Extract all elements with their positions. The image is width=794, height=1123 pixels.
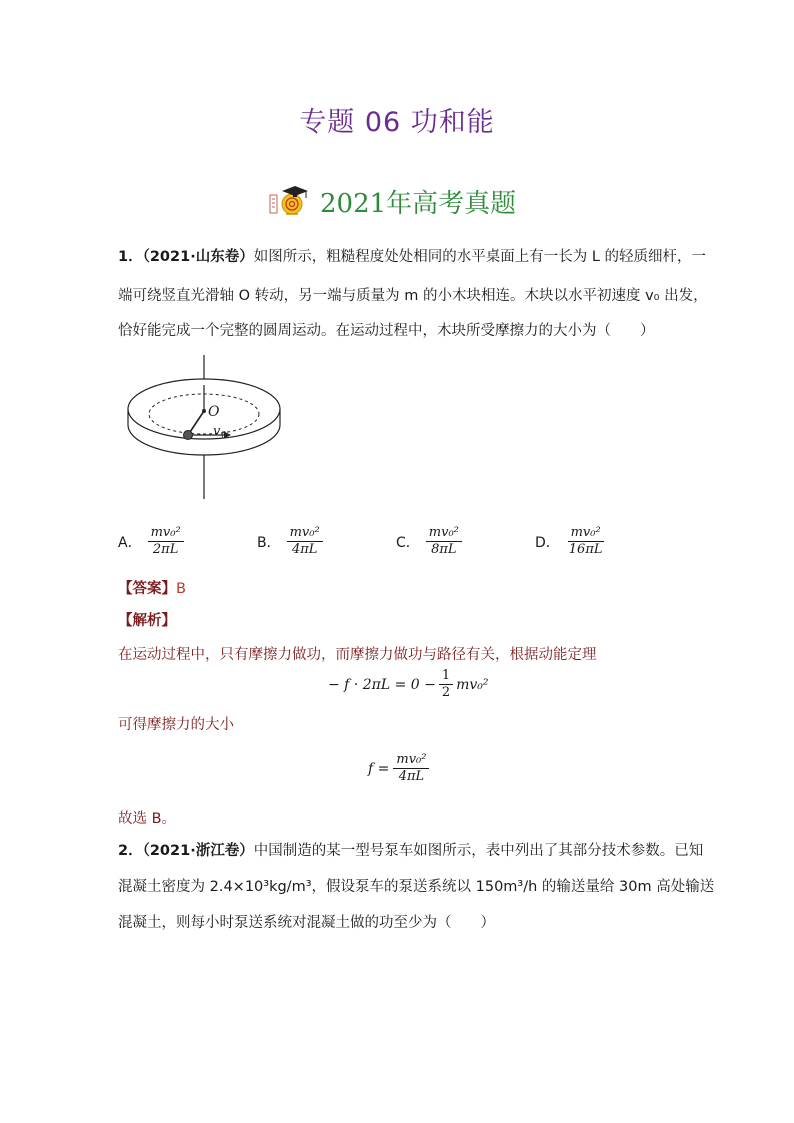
option-c-denominator: 8πL	[431, 542, 457, 557]
equation-1	[328, 668, 489, 701]
option-a[interactable]	[118, 525, 184, 558]
q1-source: （2021·山东卷）	[142, 249, 254, 265]
q1-number: 1．	[118, 249, 143, 265]
q2-text-1: 中国制造的某一型号泵车如图所示，表中列出了其部分技术参数。已知	[253, 843, 704, 859]
conclusion: 故选 B。	[118, 811, 177, 827]
q2-number: 2．	[118, 843, 143, 859]
eq2-left: f =	[368, 760, 390, 777]
eq2-num: mv₀²	[393, 752, 429, 769]
q1-line-1	[118, 246, 706, 268]
eq1-left: − f · 2πL = 0 −	[328, 676, 436, 693]
answer-tag: 【答案】	[118, 581, 176, 597]
section-title: 2021年高考真题	[320, 188, 517, 219]
option-b-fraction	[287, 525, 323, 558]
option-a-numerator: mv₀²	[148, 525, 184, 542]
option-b-numerator: mv₀²	[287, 525, 323, 542]
answer-line	[118, 578, 186, 600]
option-a-label: A．	[118, 534, 142, 551]
option-b-label: B．	[257, 534, 281, 551]
option-c-label: C．	[396, 534, 420, 551]
eq2-fraction	[393, 752, 429, 785]
analysis-line-1: 在运动过程中，只有摩擦力做功，而摩擦力做功与路径有关，根据动能定理	[118, 647, 597, 663]
equation-2	[368, 752, 429, 785]
analysis-tag: 【解析】	[118, 613, 176, 629]
option-a-denominator: 2πL	[152, 542, 179, 557]
figure-label-v: v	[213, 424, 221, 439]
q1-line-2: 端可绕竖直光滑轴 O 转动，另一端与质量为 m 的小木块相连。木块以水平初速度 v₀ 出发，	[118, 288, 708, 304]
eq1-frac-num: 1	[439, 668, 453, 685]
q2-source: （2021·浙江卷）	[142, 843, 254, 859]
answer-value: B	[176, 581, 186, 597]
option-d-label: D．	[535, 534, 560, 551]
option-d-numerator: mv₀²	[568, 525, 604, 542]
option-c[interactable]	[396, 525, 462, 558]
figure-label-o: O	[208, 404, 220, 420]
eq1-fraction	[439, 668, 453, 701]
eq1-frac-den: 2	[441, 685, 451, 700]
option-d[interactable]	[535, 525, 606, 558]
section-header	[268, 183, 516, 219]
option-b-denominator: 4πL	[291, 542, 318, 557]
q2-line-1	[118, 840, 703, 862]
option-c-fraction	[426, 525, 462, 558]
option-d-denominator: 16πL	[568, 542, 603, 557]
q1-text-1: 如图所示，粗糙程度处处相同的水平桌面上有一长为 L 的轻质细杆，一	[253, 249, 707, 265]
q1-line-3: 恰好能完成一个完整的圆周运动。在运动过程中，木块所受摩擦力的大小为（ ）	[118, 323, 655, 339]
page-title: 专题 06 功和能	[299, 107, 495, 138]
figure-label-v-sub: 0	[221, 431, 227, 441]
q2-line-3: 混凝土，则每小时泵送系统对混凝土做的功至少为（ ）	[118, 915, 495, 931]
eq1-right: mv₀²	[456, 676, 489, 693]
option-a-fraction	[148, 525, 184, 558]
option-d-fraction	[566, 525, 606, 558]
q1-figure-disc	[124, 355, 284, 501]
option-b[interactable]	[257, 525, 323, 558]
analysis-line-2: 可得摩擦力的大小	[118, 717, 234, 733]
mascot-logo-icon	[268, 183, 312, 219]
eq2-den: 4πL	[398, 769, 425, 784]
q2-line-2: 混凝土密度为 2.4×10³kg/m³，假设泵车的泵送系统以 150m³/h 的输送量给 30m 高处输送	[118, 879, 715, 895]
option-c-numerator: mv₀²	[426, 525, 462, 542]
